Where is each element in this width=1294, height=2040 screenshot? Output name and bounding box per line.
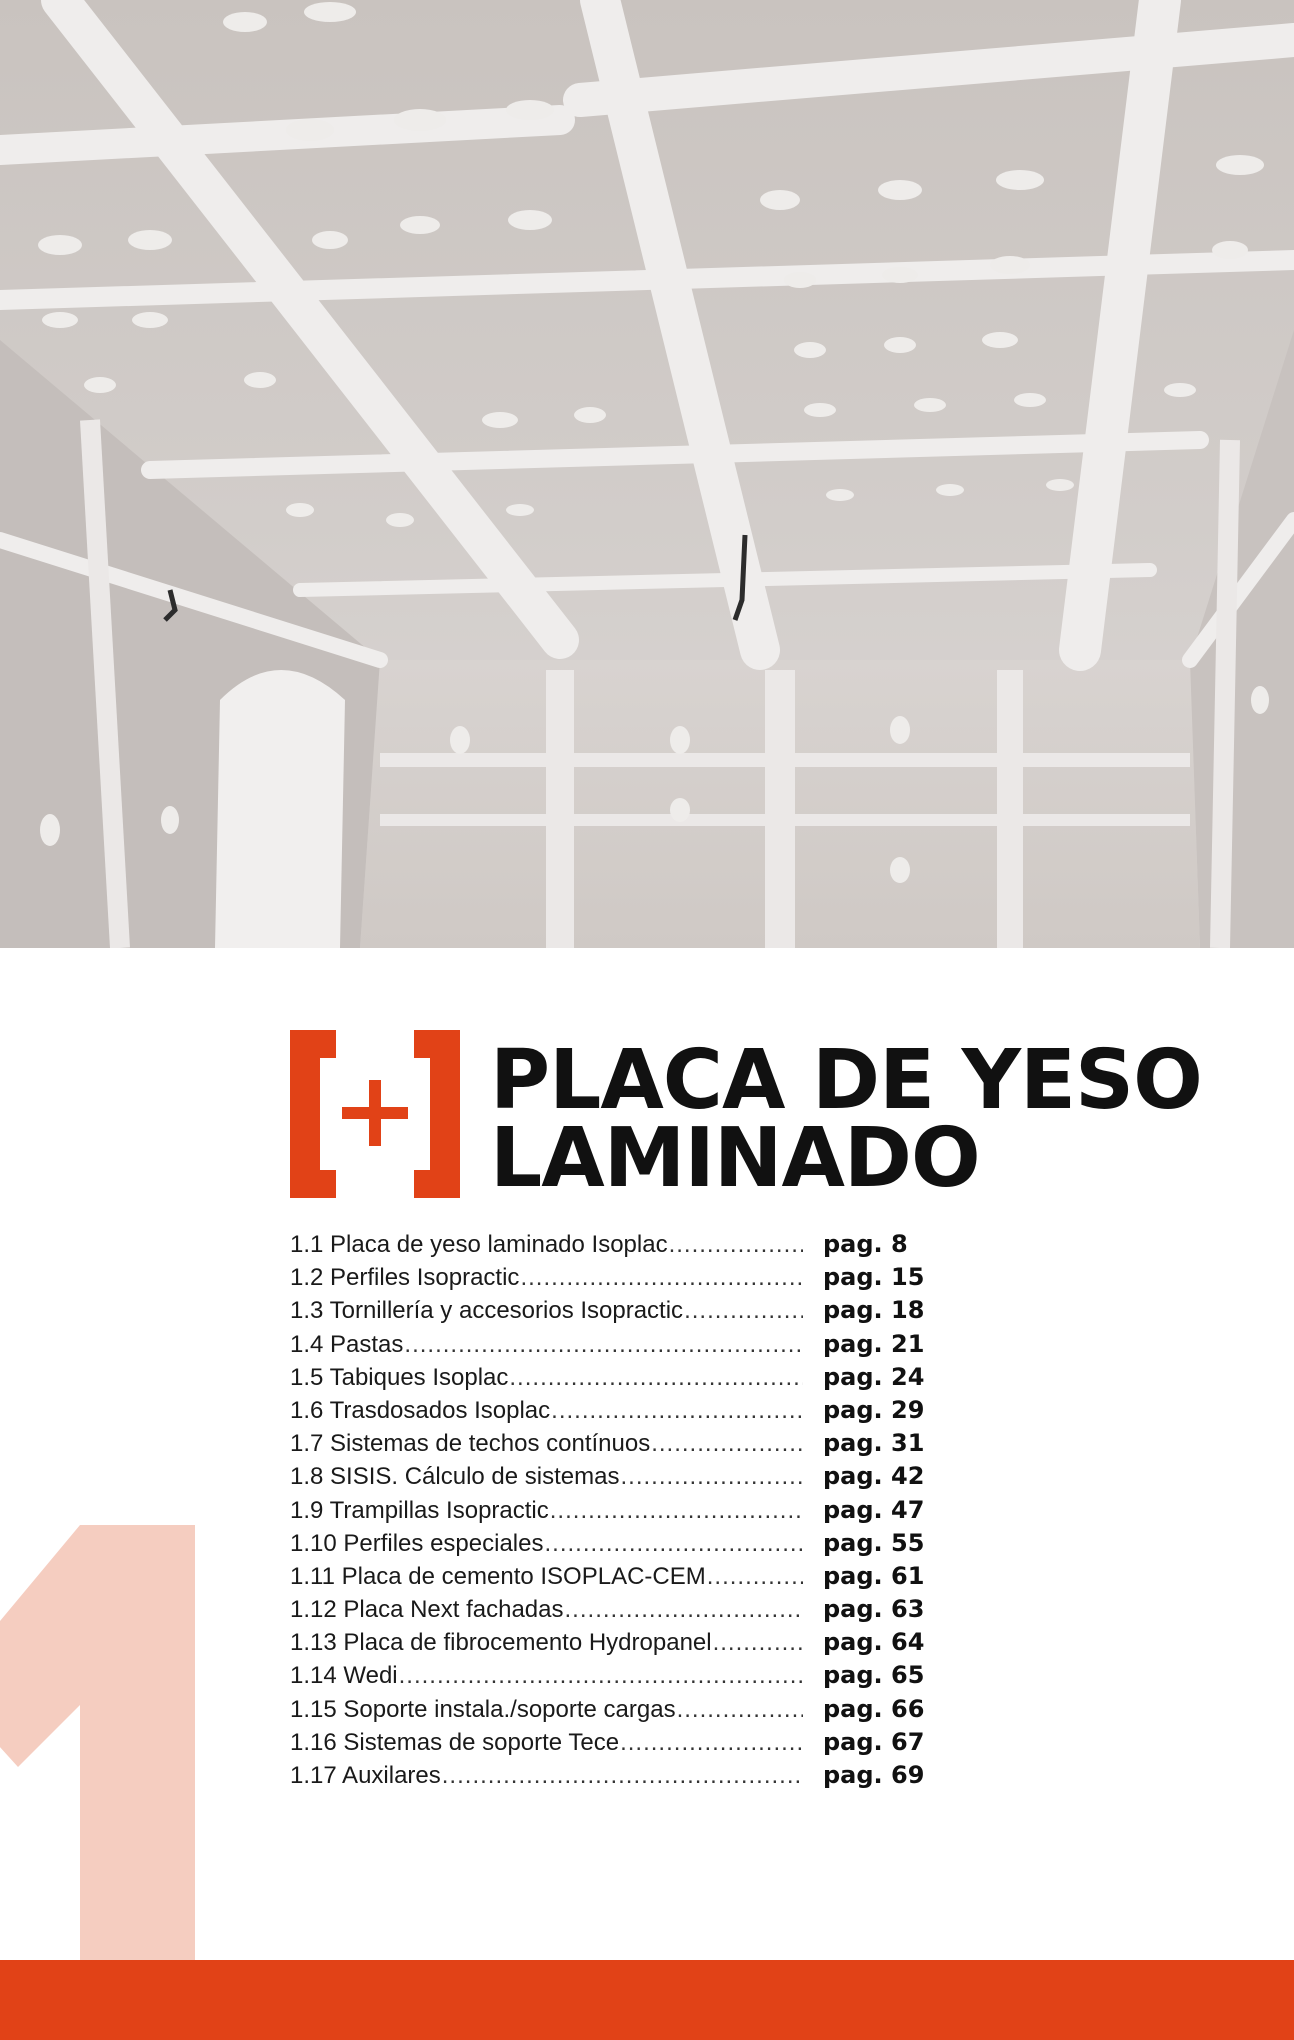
toc-page: pag. 64 xyxy=(823,1628,925,1657)
toc-row[interactable] xyxy=(290,1294,970,1327)
toc-row[interactable] xyxy=(290,1593,970,1626)
toc-page: pag. 8 xyxy=(823,1230,908,1258)
toc-row[interactable] xyxy=(290,1527,970,1560)
table-of-contents xyxy=(290,1228,970,1792)
toc-row[interactable] xyxy=(290,1560,970,1593)
toc-row[interactable] xyxy=(290,1494,970,1527)
dot-leader xyxy=(620,1726,803,1759)
toc-page: pag. 63 xyxy=(823,1595,925,1624)
toc-label: 1.1 Placa de yeso laminado Isoplac xyxy=(290,1231,668,1258)
drywall-ceiling-photo xyxy=(0,0,1294,948)
toc-label: 1.15 Soporte instala./soporte cargas xyxy=(290,1695,676,1723)
toc-label: 1.11 Placa de cemento ISOPLAC-CEM xyxy=(290,1562,706,1590)
dot-leader xyxy=(399,1659,803,1692)
toc-row[interactable] xyxy=(290,1659,970,1692)
toc-row[interactable] xyxy=(290,1427,970,1460)
toc-label: 1.8 SISIS. Cálculo de sistemas xyxy=(290,1463,620,1491)
toc-label: 1.3 Tornillería y accesorios Isopractic xyxy=(290,1297,684,1325)
toc-page: pag. 29 xyxy=(823,1395,925,1424)
ceiling-illustration xyxy=(0,0,1294,948)
chapter-number-one-shape xyxy=(0,1525,195,1961)
dot-leader xyxy=(684,1294,803,1327)
toc-label: 1.9 Trampillas Isopractic xyxy=(290,1496,549,1524)
toc-row[interactable] xyxy=(290,1626,970,1659)
toc-row[interactable] xyxy=(290,1693,970,1726)
toc-page: pag. 67 xyxy=(823,1727,925,1756)
toc-label: 1.12 Placa Next fachadas xyxy=(290,1596,564,1624)
toc-page: pag. 61 xyxy=(823,1561,925,1590)
chapter-number-graphic xyxy=(0,1525,220,1961)
toc-label: 1.7 Sistemas de techos contínuos xyxy=(290,1430,651,1458)
toc-page: pag. 18 xyxy=(823,1296,925,1325)
toc-row[interactable] xyxy=(290,1328,970,1361)
toc-page: pag. 65 xyxy=(823,1661,925,1690)
toc-row[interactable] xyxy=(290,1228,970,1261)
toc-label: 1.17 Auxilares xyxy=(290,1762,441,1789)
toc-label: 1.10 Perfiles especiales xyxy=(290,1529,544,1557)
dot-leader xyxy=(707,1560,803,1593)
toc-label: 1.4 Pastas xyxy=(290,1330,404,1358)
dot-leader xyxy=(550,1494,803,1527)
toc-page: pag. 55 xyxy=(823,1528,925,1557)
toc-page: pag. 15 xyxy=(823,1263,925,1292)
dot-leader xyxy=(620,1460,803,1493)
toc-label: 1.14 Wedi xyxy=(290,1662,398,1690)
dot-leader xyxy=(509,1361,803,1394)
dot-leader xyxy=(651,1427,803,1460)
toc-page: pag. 47 xyxy=(823,1495,925,1524)
dot-leader xyxy=(669,1228,803,1261)
toc-row[interactable] xyxy=(290,1394,970,1427)
chapter-title-line2: LAMINADO xyxy=(490,1111,980,1206)
toc-row[interactable] xyxy=(290,1261,970,1294)
toc-page: pag. 21 xyxy=(823,1329,925,1358)
toc-page: pag. 66 xyxy=(823,1694,925,1723)
toc-page: pag. 31 xyxy=(823,1429,925,1458)
toc-label: 1.6 Trasdosados Isoplac xyxy=(290,1396,551,1424)
toc-label: 1.13 Placa de fibrocemento Hydropanel xyxy=(290,1629,712,1657)
toc-page: pag. 24 xyxy=(823,1362,925,1391)
toc-label: 1.2 Perfiles Isopractic xyxy=(290,1264,520,1292)
dot-leader xyxy=(677,1693,803,1726)
toc-row[interactable] xyxy=(290,1759,970,1792)
toc-page: pag. 69 xyxy=(823,1761,925,1789)
dot-leader xyxy=(713,1626,803,1659)
toc-row[interactable] xyxy=(290,1460,970,1493)
dot-leader xyxy=(520,1261,803,1294)
dot-leader xyxy=(442,1759,803,1792)
chapter-title xyxy=(490,1033,1202,1206)
toc-row[interactable] xyxy=(290,1726,970,1759)
dot-leader xyxy=(404,1328,803,1361)
toc-page: pag. 42 xyxy=(823,1462,925,1491)
dot-leader xyxy=(551,1394,803,1427)
toc-label: 1.16 Sistemas de soporte Tece xyxy=(290,1728,620,1756)
toc-row[interactable] xyxy=(290,1361,970,1394)
dot-leader xyxy=(544,1527,803,1560)
bracket-plus-logo-icon xyxy=(290,1030,460,1198)
bottom-accent-band xyxy=(0,1960,1294,2040)
dot-leader xyxy=(565,1593,803,1626)
chapter-title-line1: PLACA DE YESO xyxy=(490,1033,1202,1128)
toc-label: 1.5 Tabiques Isoplac xyxy=(290,1363,509,1391)
